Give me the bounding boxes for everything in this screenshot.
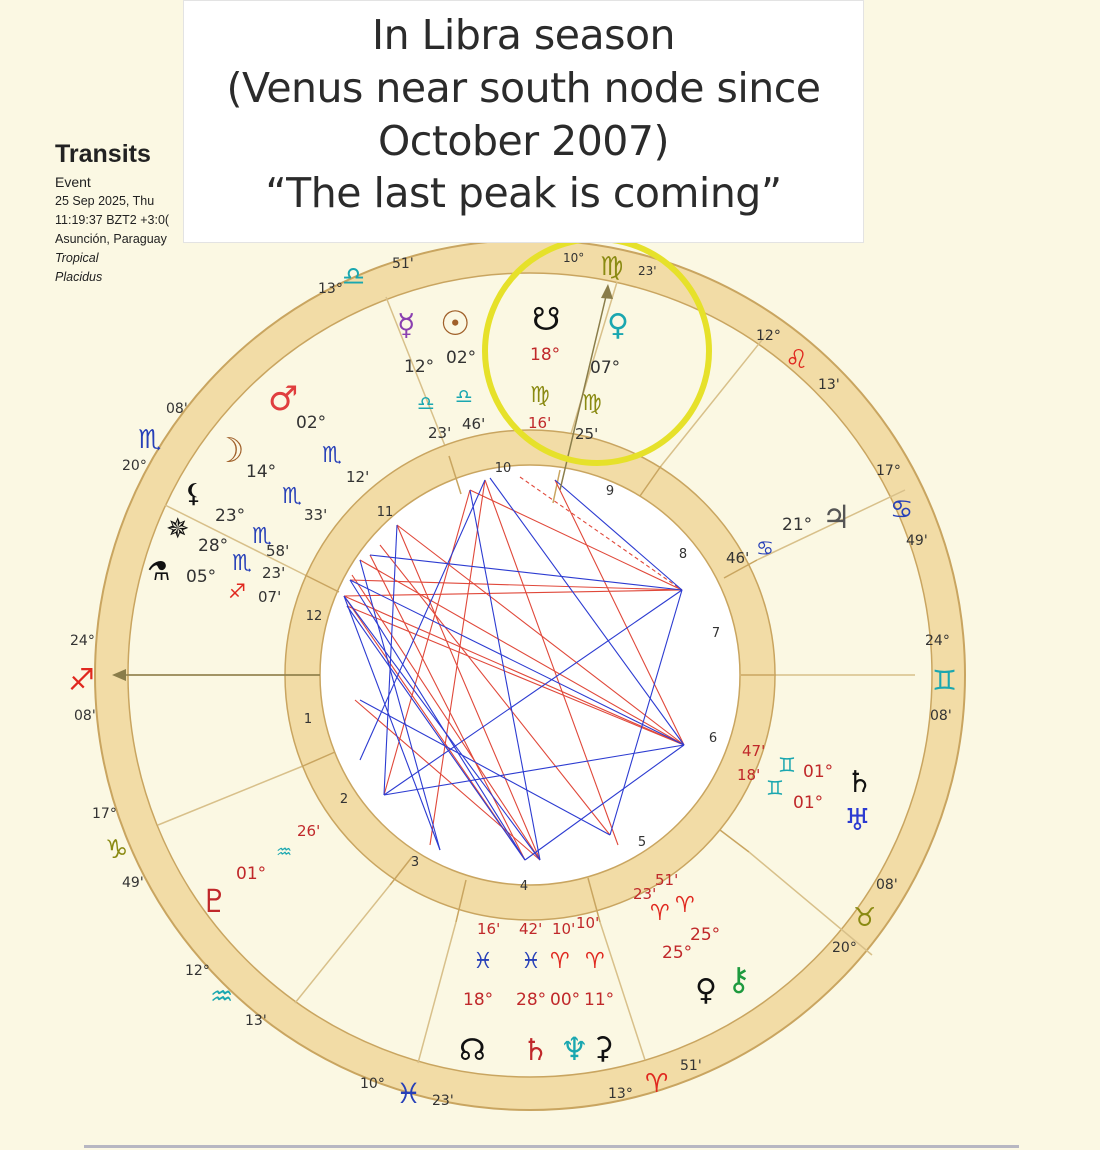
- sun-degree: 02°: [446, 348, 477, 368]
- cusp-6-degree: 20°: [832, 940, 857, 956]
- jupiter-sign-cancer-icon: ♋: [756, 536, 774, 560]
- cusp-2-sign-capricorn-icon: ♑: [105, 835, 129, 865]
- cusp-1-degree: 24°: [70, 633, 95, 649]
- part-of-fortune-minutes: 07': [258, 588, 282, 606]
- eris-sign-aries-icon: ♈: [650, 901, 670, 926]
- cusp-5-degree: 13°: [608, 1086, 633, 1102]
- cusp-7-minutes: 08': [930, 708, 952, 724]
- north-node-sign-pisces-icon: ♓: [473, 949, 493, 974]
- eris-minutes: 23': [633, 885, 657, 903]
- caption-line-3: October 2007): [378, 117, 669, 165]
- mars-degree: 02°: [296, 413, 327, 433]
- chiron-sign-aries-icon: ♈: [675, 893, 695, 918]
- cusp-8-sign-cancer-icon: ♋: [890, 495, 914, 525]
- venus-degree: 07°: [590, 358, 621, 378]
- house-number-8: 8: [678, 547, 688, 562]
- mercury-sign-libra-icon: ♎: [417, 391, 435, 415]
- lilith-minutes: 58': [266, 542, 290, 560]
- cusp-7-degree: 24°: [925, 633, 950, 649]
- vertex-minutes: 23': [262, 564, 286, 582]
- part-of-fortune-degree: 05°: [186, 567, 217, 587]
- saturn-icon: ♄: [522, 1033, 549, 1068]
- saturn-gemini-minutes: 47': [742, 742, 766, 760]
- venus-sign-virgo-icon: ♍: [582, 391, 602, 416]
- caption-box: [183, 0, 864, 243]
- cusp-5-sign-aries-icon: ♈: [645, 1069, 669, 1099]
- neptune-icon: ♆: [560, 1030, 589, 1068]
- cusp-10-minutes: 23': [638, 264, 657, 278]
- cusp-2-minutes: 49': [122, 875, 144, 891]
- cusp-1-minutes: 08': [74, 708, 96, 724]
- moon-minutes: 33': [304, 506, 328, 524]
- event-time: 11:19:37 BZT2 +3:0(: [55, 213, 170, 227]
- cusp-11-sign-libra-icon: ♎: [342, 262, 366, 292]
- lilith-icon: ⚸: [184, 479, 204, 509]
- uranus-degree: 01°: [793, 793, 824, 813]
- ceres-minutes: 10': [576, 914, 600, 932]
- cusp-3-minutes: 13': [245, 1013, 267, 1029]
- cusp-11-degree: 13°: [318, 281, 343, 297]
- moon-degree: 14°: [246, 462, 277, 482]
- cusp-3-sign-aquarius-icon: ♒: [210, 982, 234, 1012]
- vertex-degree: 28°: [198, 536, 229, 556]
- saturn-gemini-icon: ♄: [846, 765, 873, 800]
- house-number-11: 11: [376, 505, 394, 520]
- saturn-degree: 28°: [516, 990, 547, 1010]
- part-of-fortune-sign-sagittarius-icon: ♐: [228, 579, 246, 603]
- cusp-9-degree: 12°: [756, 328, 781, 344]
- house-number-3: 3: [410, 855, 420, 870]
- caption-line-1: In Libra season: [371, 11, 676, 59]
- house-number-9: 9: [605, 484, 615, 499]
- chiron-icon: ⚷: [727, 960, 751, 998]
- sun-minutes: 46': [462, 415, 486, 433]
- cusp-4-degree: 10°: [360, 1076, 385, 1092]
- chart-info-panel: [55, 140, 169, 287]
- pluto-minutes: 26': [297, 822, 321, 840]
- cusp-9-minutes: 13': [818, 377, 840, 393]
- venus-minutes: 25': [575, 425, 599, 443]
- event-label: Event: [55, 174, 91, 190]
- south-node-icon: ☋: [532, 300, 561, 338]
- mercury-minutes: 23': [428, 424, 452, 442]
- ceres-degree: 11°: [584, 990, 615, 1010]
- cusp-12-sign-scorpio-icon: ♏: [138, 425, 162, 455]
- mercury-degree: 12°: [404, 357, 435, 377]
- pluto-sign-aquarius-icon: ♒: [276, 842, 293, 863]
- cusp-6-minutes: 08': [876, 877, 898, 893]
- cusp-1-sign-sagittarius-icon: ♐: [68, 663, 95, 698]
- cusp-3-degree: 12°: [185, 963, 210, 979]
- house-number-12: 12: [305, 609, 323, 624]
- cusp-2-degree: 17°: [92, 806, 117, 822]
- north-node-minutes: 16': [477, 920, 501, 938]
- house-number-2: 2: [339, 792, 349, 807]
- sun-sign-libra-icon: ♎: [455, 384, 473, 408]
- house-number-5: 5: [637, 835, 647, 850]
- jupiter-icon: ♃: [822, 498, 851, 536]
- south-node-degree: 18°: [530, 345, 561, 365]
- mars-sign-scorpio-icon: ♏: [322, 443, 342, 468]
- cusp-4-minutes: 23': [432, 1093, 454, 1109]
- cusp-11-minutes: 51': [392, 256, 414, 272]
- jupiter-degree: 21°: [782, 515, 813, 535]
- caption-line-2: (Venus near south node since: [226, 64, 821, 112]
- uranus-minutes: 18': [737, 766, 761, 784]
- saturn-minutes: 42': [519, 920, 543, 938]
- uranus-icon: ♅: [844, 803, 871, 838]
- house-system: Placidus: [55, 270, 103, 284]
- caption-line-4: “The last peak is coming”: [265, 169, 782, 217]
- eris-icon: ♀: [695, 973, 717, 1008]
- saturn-gemini-sign-icon: ♊: [778, 753, 796, 777]
- lilith-sign-scorpio-icon: ♏: [252, 524, 272, 549]
- mars-icon: ♂: [268, 379, 299, 419]
- saturn-gemini-degree: 01°: [803, 762, 834, 782]
- bottom-divider: [84, 1145, 1019, 1148]
- cusp-10-degree: 10°: [563, 251, 585, 265]
- mars-minutes: 12': [346, 468, 370, 486]
- house-number-7: 7: [711, 626, 721, 641]
- moon-icon: ☽: [214, 431, 245, 471]
- eris-degree: 25°: [662, 943, 693, 963]
- saturn-sign-pisces-icon: ♓: [521, 949, 541, 974]
- house-number-4: 4: [519, 879, 529, 894]
- north-node-degree: 18°: [463, 990, 494, 1010]
- pluto-icon: ♇: [200, 882, 229, 920]
- part-of-fortune-icon: ⚗: [147, 557, 171, 587]
- jupiter-minutes: 46': [726, 549, 750, 567]
- zodiac-type: Tropical: [55, 251, 99, 265]
- vertex-sign-scorpio-icon: ♏: [232, 551, 252, 576]
- lilith-degree: 23°: [215, 506, 246, 526]
- mercury-icon: ☿: [397, 308, 416, 343]
- aspect-circle: [320, 465, 740, 885]
- cusp-7-sign-gemini-icon: ♊: [932, 664, 958, 697]
- neptune-sign-aries-icon: ♈: [550, 949, 570, 974]
- cusp-6-sign-taurus-icon: ♉: [853, 903, 877, 933]
- cusp-10-sign-virgo-icon: ♍: [600, 252, 624, 282]
- ceres-sign-aries-icon: ♈: [585, 949, 605, 974]
- house-number-1: 1: [303, 712, 313, 727]
- venus-icon: ♀: [607, 308, 629, 343]
- vertex-icon: ✵: [166, 512, 190, 545]
- cusp-12-minutes: 08': [166, 401, 188, 417]
- sun-icon: ☉: [440, 304, 471, 344]
- chart-type-title: Transits: [55, 140, 151, 168]
- chiron-degree: 25°: [690, 925, 721, 945]
- chiron-minutes: 51': [655, 871, 679, 889]
- event-date: 25 Sep 2025, Thu: [55, 194, 155, 208]
- neptune-degree: 00°: [550, 990, 581, 1010]
- cusp-8-minutes: 49': [906, 533, 928, 549]
- cusp-12-degree: 20°: [122, 458, 147, 474]
- cusp-9-sign-leo-icon: ♌: [785, 345, 809, 375]
- south-node-sign-virgo-icon: ♍: [530, 383, 550, 408]
- cusp-4-sign-pisces-icon: ♓: [396, 1077, 422, 1110]
- neptune-minutes: 10': [552, 920, 576, 938]
- ceres-icon: ⚳: [592, 1031, 614, 1066]
- pluto-degree: 01°: [236, 864, 267, 884]
- house-number-10: 10: [494, 461, 512, 476]
- event-place: Asunción, Paraguay: [55, 232, 167, 246]
- cusp-8-degree: 17°: [876, 463, 901, 479]
- moon-sign-scorpio-icon: ♏: [282, 484, 302, 509]
- south-node-minutes: 16': [528, 414, 552, 432]
- house-number-6: 6: [708, 731, 718, 746]
- north-node-icon: ☊: [459, 1033, 486, 1068]
- cusp-5-minutes: 51': [680, 1058, 702, 1074]
- uranus-sign-gemini-icon: ♊: [766, 776, 784, 800]
